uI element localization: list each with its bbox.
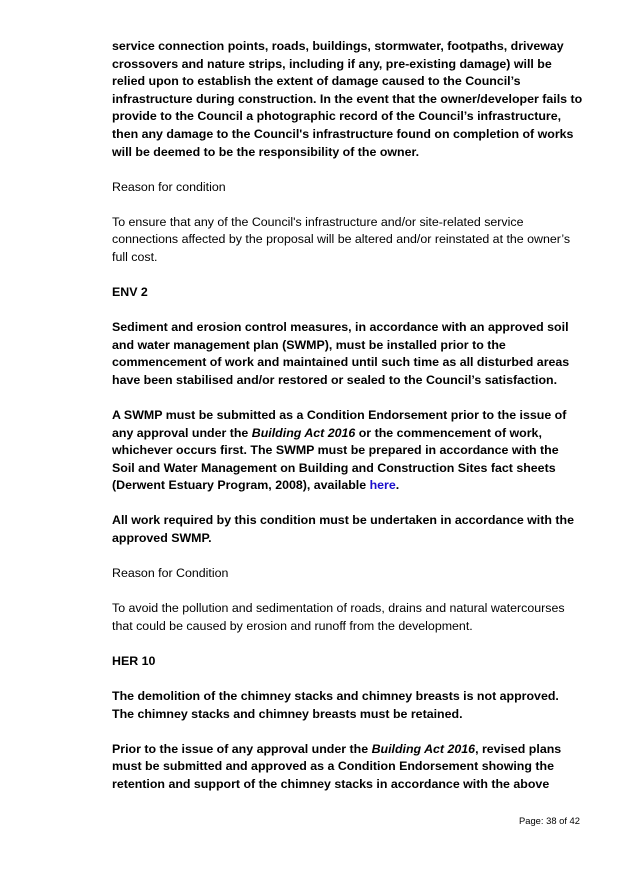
env2-paragraph-2 [112, 407, 584, 495]
page-number: Page: 38 of 42 [519, 815, 580, 826]
env2-p2-middle: or the commencement of work, whichever occurs first. The SWMP must be prepared in accordance with the Soil and Water Management on Building and Construction Sites fact sheets (Derwent Estuary Program, 2008), available [112, 425, 559, 493]
reason-text: To ensure that any of the Council's infrastructure and/or site-related service connections affected by the proposal will be altered and/or reinstated at the owner’s full cost. [112, 214, 571, 264]
env2-paragraph-3: All work required by this condition must be undertaken in accordance with the approved SWMP. [112, 513, 574, 546]
her10-paragraph-2 [112, 741, 584, 794]
env2-heading: ENV 2 [112, 285, 148, 300]
reason-heading: Reason for condition [112, 179, 226, 194]
her10-heading: HER 10 [112, 653, 156, 668]
building-act-title-2: Building Act 2016 [371, 741, 476, 756]
her10-p2-rest: , revised plans must be submitted and approved as a Condition Endorsement showing the retention and support of the chimney stacks in accordance with the above [112, 741, 562, 791]
env2-p2-end: . [395, 478, 400, 493]
infrastructure-condition-text: service connection points, roads, buildings, stormwater, footpaths, driveway crossovers and nature strips, including if any, pre-existing damage) will be relied upon to establish the extent of damage caused to the Council’s infrastructure during construction. In the event that the owner/developer fails to provide to the Council a photographic record of the Council’s infrastructure, then any damage to the Council's infrastructure found on completion of works will be deemed to be the responsibility of the owner. [112, 39, 583, 159]
building-act-title: Building Act 2016 [251, 425, 356, 440]
her10-p2-start: Prior to the issue of any approval under the [112, 741, 372, 756]
env2-p2-start: A SWMP must be submitted as a Condition Endorsement prior to the issue of any approval under the [112, 408, 567, 440]
env2-reason-text: To avoid the pollution and sedimentation of roads, drains and natural watercourses that could be caused by erosion and runoff from the development. [112, 601, 565, 633]
env2-reason-heading: Reason for Condition [112, 566, 229, 581]
her10-paragraph-1: The demolition of the chimney stacks and chimney breasts is not approved. The chimney stacks and chimney breasts must be retained. [112, 689, 559, 721]
env2-paragraph-1: Sediment and erosion control measures, in accordance with an approved soil and water management plan (SWMP), must be installed prior to the commencement of work and maintained until such time as all disturbed areas have been stabilised and/or restored or sealed to the Council’s satisfaction. [112, 320, 570, 387]
document-body [112, 38, 584, 794]
here-link[interactable]: here [369, 478, 396, 493]
